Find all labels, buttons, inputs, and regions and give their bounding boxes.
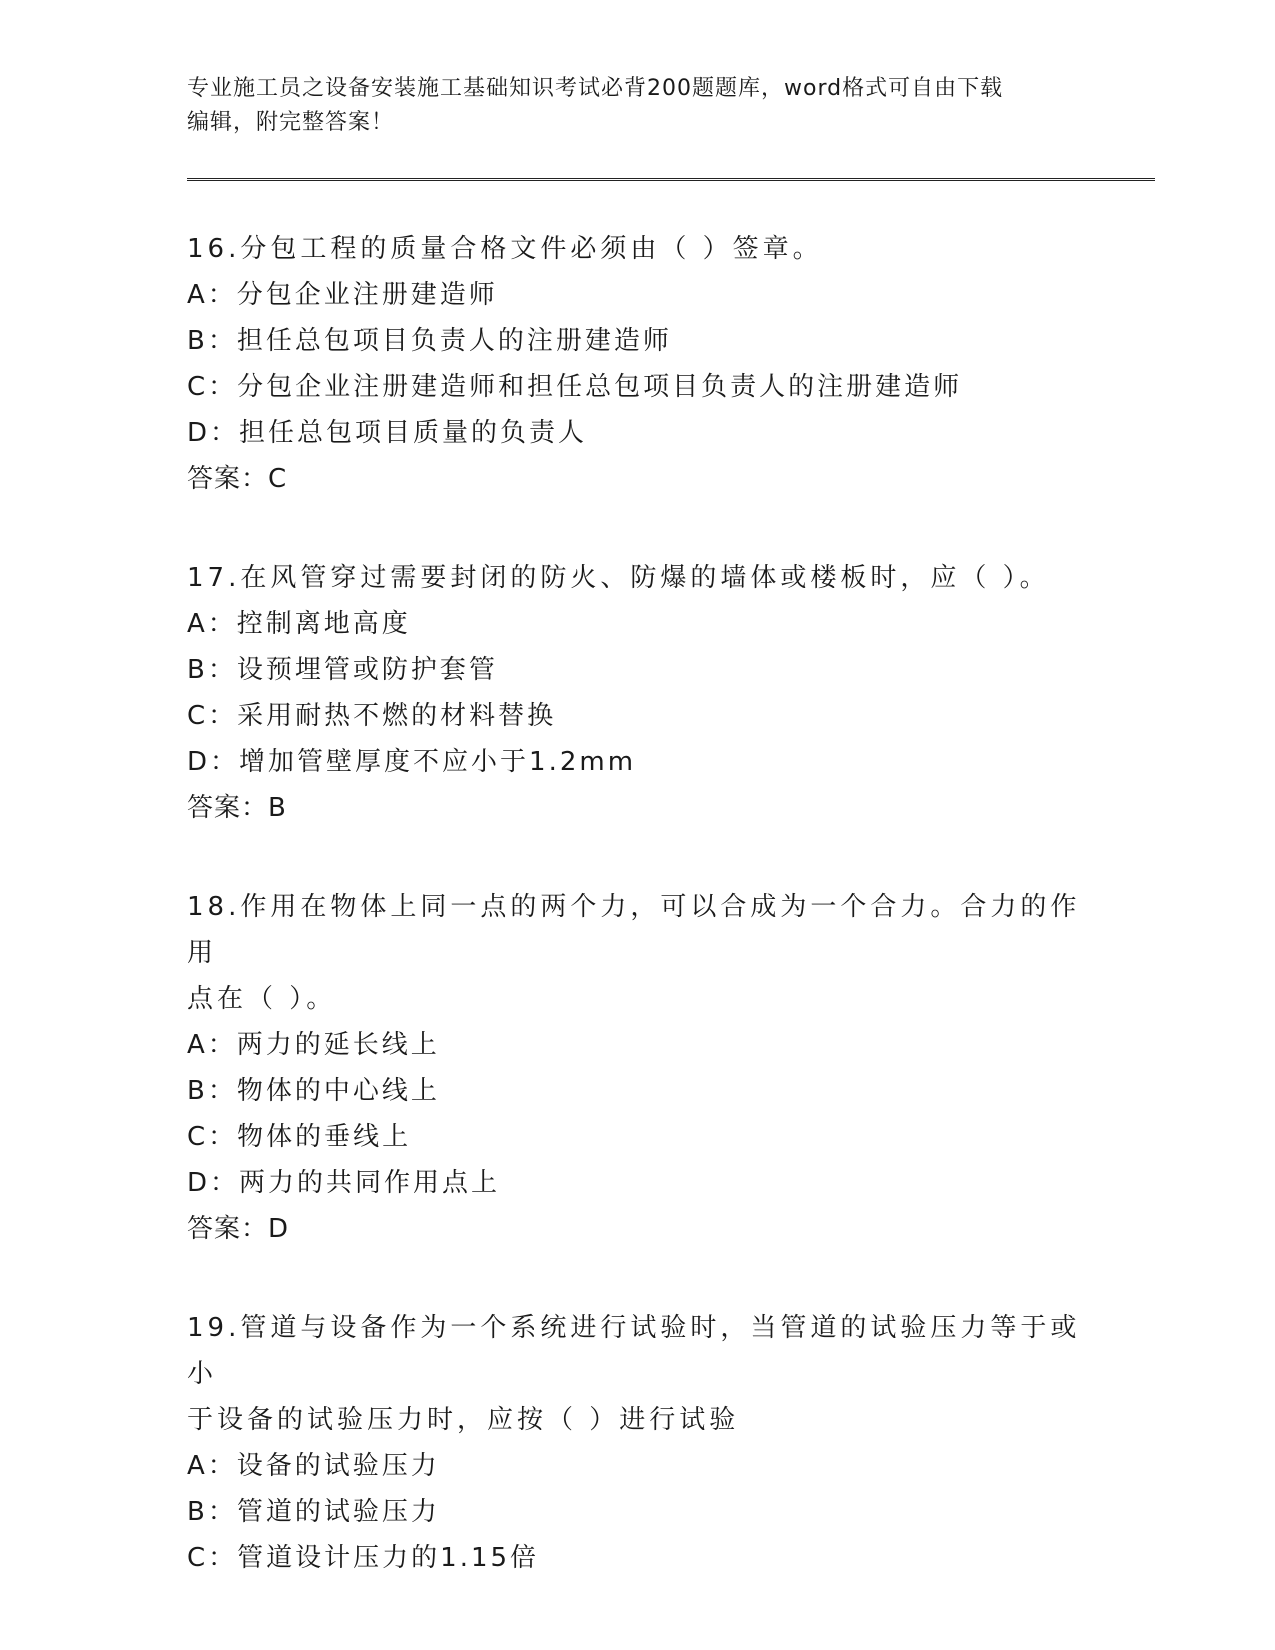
option-d: D：担任总包项目质量的负责人 [187, 418, 588, 448]
option-b: B：物体的中心线上 [187, 1076, 440, 1106]
question-17 [187, 555, 1087, 831]
option-c: C：物体的垂线上 [187, 1122, 412, 1152]
question-19 [187, 1305, 1087, 1581]
question-list [187, 226, 1087, 1634]
answer: 答案：C [187, 464, 288, 494]
option-a: A：两力的延长线上 [187, 1030, 440, 1060]
header-line-1: 专业施工员之设备安装施工基础知识考试必背200题题库，word格式可自由下载 [187, 76, 1004, 101]
header-divider [187, 178, 1155, 181]
option-c: C：管道设计压力的1.15倍 [187, 1543, 540, 1573]
option-a: A：控制离地高度 [187, 609, 411, 639]
option-a: A：分包企业注册建造师 [187, 280, 498, 310]
option-d: D：增加管壁厚度不应小于1.2mm [187, 747, 637, 777]
option-d: D：两力的共同作用点上 [187, 1168, 501, 1198]
option-c: C：分包企业注册建造师和担任总包项目负责人的注册建造师 [187, 372, 963, 402]
question-stem: 17.在风管穿过需要封闭的防火、防爆的墙体或楼板时，应（ ）。 [187, 563, 1050, 593]
question-18 [187, 884, 1087, 1252]
question-stem-line-1: 19.管道与设备作为一个系统进行试验时，当管道的试验压力等于或小 [187, 1313, 1081, 1389]
answer: 答案：B [187, 793, 287, 823]
question-16 [187, 226, 1087, 502]
question-stem-line-2: 点在（ ）。 [187, 984, 337, 1014]
header-line-2: 编辑，附完整答案！ [187, 110, 395, 135]
option-c: C：采用耐热不燃的材料替换 [187, 701, 557, 731]
option-b: B：设预埋管或防护套管 [187, 655, 498, 685]
answer: 答案：D [187, 1214, 290, 1244]
question-stem-line-2: 于设备的试验压力时，应按（ ）进行试验 [187, 1405, 740, 1435]
question-stem-line-1: 18.作用在物体上同一点的两个力，可以合成为一个合力。合力的作用 [187, 892, 1081, 968]
option-b: B：管道的试验压力 [187, 1497, 440, 1527]
question-stem: 16.分包工程的质量合格文件必须由（ ）签章。 [187, 234, 823, 264]
document-header [187, 72, 1087, 140]
option-b: B：担任总包项目负责人的注册建造师 [187, 326, 672, 356]
option-a: A：设备的试验压力 [187, 1451, 440, 1481]
